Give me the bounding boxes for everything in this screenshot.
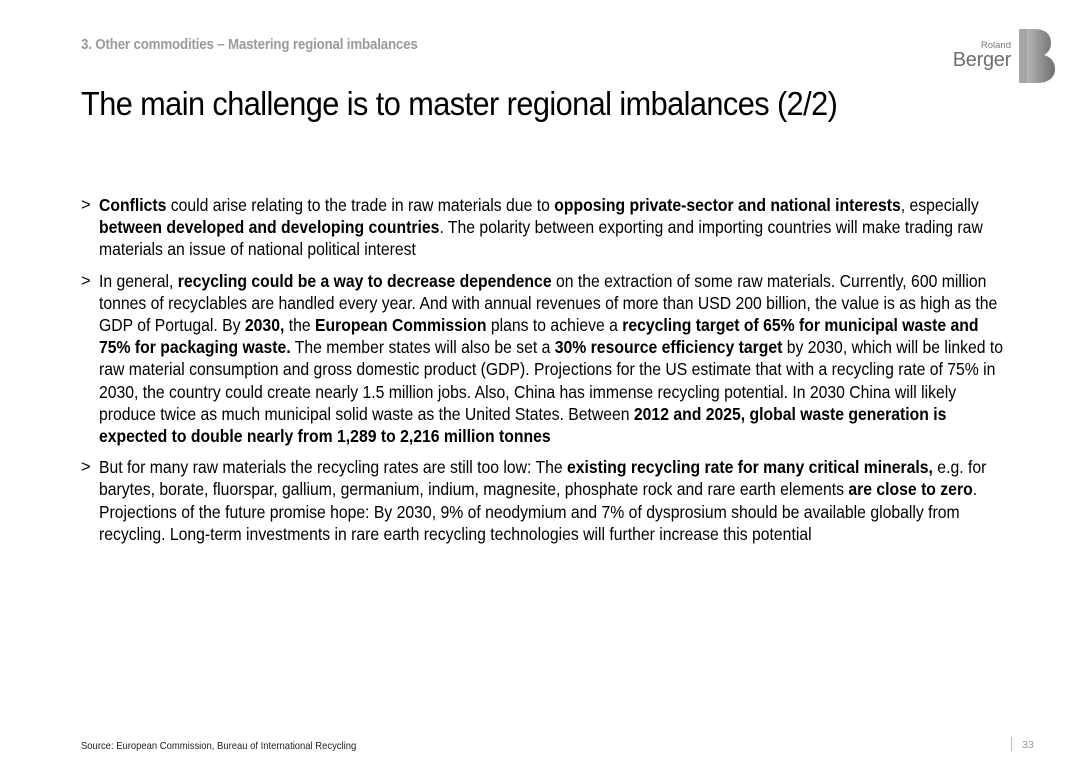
bullet-list (81, 194, 1016, 554)
logo-text-berger: Berger (952, 49, 1011, 71)
text-run: plans to achieve a (486, 315, 623, 336)
bold-text-run: 30% resource efficiency target (554, 337, 783, 358)
bullet-item (81, 270, 1016, 448)
slide-title: The main challenge is to master regional imbalances (2/2) (81, 85, 838, 122)
text-run: e.g. for barytes, borate, fluorspar, gallium, germanium, indium, magnesite, phosphate rock and rare earth elements (99, 457, 987, 500)
bold-text-run: 2030, (244, 315, 285, 336)
page-number: 33 (1022, 739, 1034, 751)
section-label: 3. Other commodities – Mastering regional imbalances (81, 37, 418, 53)
bold-text-run: 2012 and 2025, global waste generation is expected to double nearly from 1,289 to 2,216 million tonnes (99, 403, 947, 447)
roland-berger-logo (946, 29, 1056, 83)
text-run: could arise relating to the trade in raw materials due to (166, 195, 555, 215)
bold-text-run: recycling target of 65% for municipal waste and 75% for packaging waste. (99, 315, 979, 358)
bold-text-run: are close to zero (848, 479, 973, 500)
bullet-marker: > (81, 458, 91, 477)
logo-b-mark-icon (1018, 29, 1056, 83)
bullet-item (81, 194, 1016, 261)
text-run: . Projections of the future promise hope: By 2030, 9% of neodymium and 7% of dysprosium should be available globally from recycling. Long-term investments in rare earth recycling technologies will further increase this potential (99, 479, 978, 544)
page-number-divider (1011, 737, 1012, 751)
bold-text-run: opposing private-sector and national interests (554, 195, 901, 215)
bullet-text (99, 456, 1004, 545)
bullet-marker: > (81, 196, 91, 214)
bullet-item (81, 456, 1016, 545)
bold-text-run: recycling could be a way to decrease dependence (177, 270, 552, 291)
bold-text-run: European Commission (314, 315, 487, 336)
text-run: on the extraction of some raw materials. Currently, 600 million tonnes of recyclables are handled every year. And with annual revenues of more than USD 200 billion, the value is as high as the GDP of Portugal. By (99, 270, 998, 336)
text-run: the (284, 315, 315, 336)
text-run: . The polarity between exporting and importing countries will make trading raw materials an issue of national political interest (99, 217, 983, 260)
text-run: The member states will also be set a (290, 337, 555, 358)
bullet-text (99, 270, 1004, 448)
bullet-marker: > (81, 271, 91, 290)
text-run: But for many raw materials the recycling rates are still too low: The (99, 457, 568, 478)
bold-text-run: between developed and developing countries (99, 217, 440, 238)
text-run: , especially (900, 195, 979, 215)
text-run: In general, (99, 270, 178, 291)
bold-text-run: Conflicts (99, 195, 167, 215)
logo-text-roland: Roland (980, 40, 1011, 51)
text-run: by 2030, which will be linked to raw material consumption and gross domestic product (GDP). Projections for the US estimate that with a recycling rate of 75% in 2030, the country could create nearly 1.5 million jobs. Also, China has immense recycling potential. In 2030 China will likely produce twice as much municipal solid waste as the United States. Between (99, 337, 1004, 424)
source-note: Source: European Commission, Bureau of International Recycling (81, 740, 357, 752)
bold-text-run: existing recycling rate for many critical minerals, (567, 457, 933, 478)
bullet-text (99, 194, 1004, 261)
